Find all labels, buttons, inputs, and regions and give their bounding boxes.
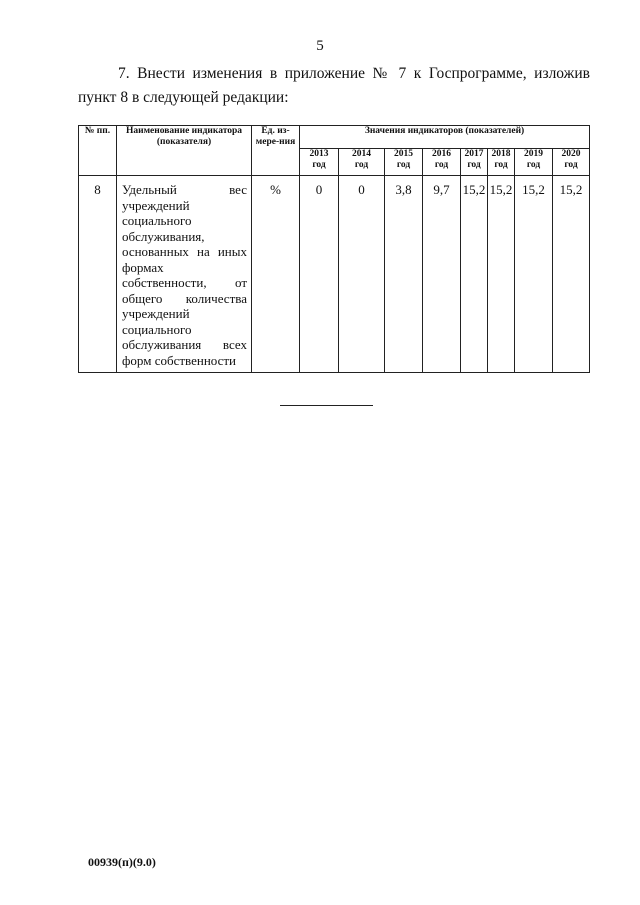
row-value: 3,8 — [385, 176, 423, 373]
header-year: 2017 год — [461, 149, 488, 176]
header-num: № пп. — [79, 126, 117, 176]
table-row — [79, 176, 590, 373]
header-year: 2019 год — [515, 149, 553, 176]
header-year: 2015 год — [385, 149, 423, 176]
separator-line — [280, 405, 373, 406]
header-unit: Ед. из-мере-ния — [252, 126, 300, 176]
row-num: 8 — [79, 176, 117, 373]
row-name: Удельный вес учреждений социального обслуживания, основанных на иных формах собственности, от общего количества учреждений социального обслуживания всех форм собственности — [117, 176, 252, 373]
indicators-table — [78, 125, 590, 373]
row-value: 15,2 — [553, 176, 590, 373]
row-unit: % — [252, 176, 300, 373]
footer-code: 00939(п)(9.0) — [88, 855, 156, 869]
row-value: 9,7 — [423, 176, 461, 373]
row-value: 15,2 — [461, 176, 488, 373]
row-value: 0 — [300, 176, 339, 373]
intro-line-1: 7. Внести изменения в приложение № 7 к Госпрограмме, изложив — [118, 65, 590, 82]
header-year: 2016 год — [423, 149, 461, 176]
row-value: 15,2 — [488, 176, 515, 373]
header-year: 2018 год — [488, 149, 515, 176]
page-number: 5 — [316, 38, 324, 54]
intro-paragraph — [78, 62, 590, 110]
row-value: 15,2 — [515, 176, 553, 373]
header-year: 2013 год — [300, 149, 339, 176]
header-year: 2020 год — [553, 149, 590, 176]
intro-line-2: пункт 8 в следующей редакции: — [78, 89, 289, 106]
header-values: Значения индикаторов (показателей) — [300, 126, 590, 149]
row-value: 0 — [339, 176, 385, 373]
header-year: 2014 год — [339, 149, 385, 176]
header-name: Наименование индикатора (показателя) — [117, 126, 252, 176]
